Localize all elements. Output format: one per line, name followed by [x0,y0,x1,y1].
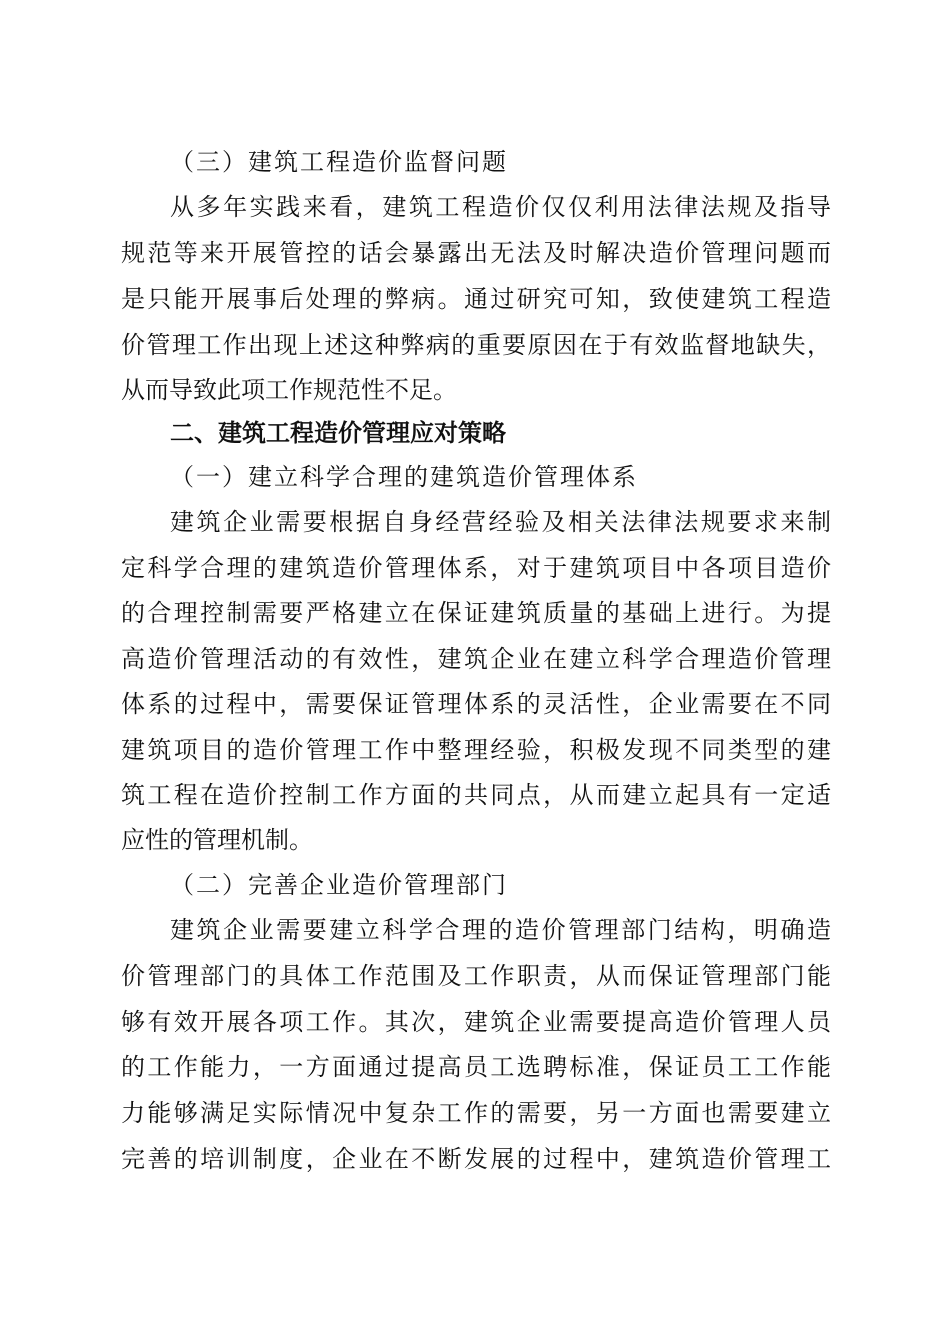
paragraph-line: 建筑企业需要建立科学合理的造价管理部门结构，明确造 [170,916,831,944]
paragraph-line: 完善的培训制度，企业在不断发展的过程中，建筑造价管理工 [121,1145,831,1173]
paragraph-line: 的工作能力，一方面通过提高员工选聘标准，保证员工工作能 [121,1053,831,1081]
paragraph-line: 建筑项目的造价管理工作中整理经验，积极发现不同类型的建 [121,736,831,764]
paragraph-line: 筑工程在造价控制工作方面的共同点，从而建立起具有一定适 [121,781,831,809]
paragraph-line: 规范等来开展管控的话会暴露出无法及时解决造价管理问题而 [121,239,831,267]
paragraph-line: 应性的管理机制。 [121,826,313,854]
paragraph-line: 体系的过程中，需要保证管理体系的灵活性，企业需要在不同 [121,690,831,718]
paragraph-line: 建筑企业需要根据自身经营经验及相关法律法规要求来制 [170,508,831,536]
paragraph-line: 够有效开展各项工作。其次，建筑企业需要提高造价管理人员 [121,1008,831,1036]
paragraph-line: 从而导致此项工作规范性不足。 [121,376,457,404]
paragraph-line: 的合理控制需要严格建立在保证建筑质量的基础上进行。为提 [121,599,831,627]
chapter-heading-strategies: 二、建筑工程造价管理应对策略 [170,419,506,447]
section-heading-management-system: （一）建立科学合理的建筑造价管理体系 [170,463,638,491]
section-heading-cost-department: （二）完善企业造价管理部门 [170,871,508,899]
paragraph-line: 价管理部门的具体工作范围及工作职责，从而保证管理部门能 [121,962,831,990]
paragraph-line: 从多年实践来看，建筑工程造价仅仅利用法律法规及指导 [170,193,831,221]
paragraph-line: 定科学合理的建筑造价管理体系，对于建筑项目中各项目造价 [121,554,831,582]
paragraph-line: 高造价管理活动的有效性，建筑企业在建立科学合理造价管理 [121,645,831,673]
paragraph-line: 是只能开展事后处理的弊病。通过研究可知，致使建筑工程造 [121,285,831,313]
paragraph-line: 力能够满足实际情况中复杂工作的需要，另一方面也需要建立 [121,1099,831,1127]
section-heading-supervision: （三）建筑工程造价监督问题 [170,148,508,176]
paragraph-line: 价管理工作出现上述这种弊病的重要原因在于有效监督地缺失， [121,331,831,359]
